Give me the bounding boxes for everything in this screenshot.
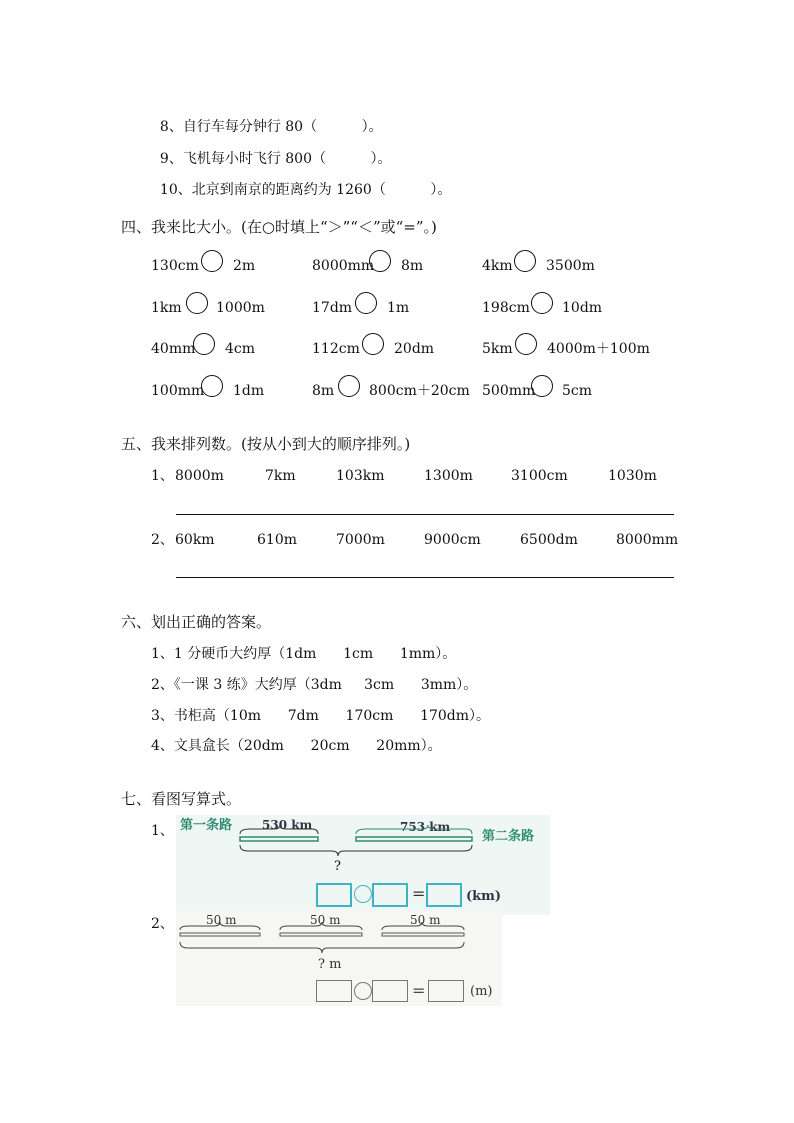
question-label: ? m <box>318 957 342 972</box>
unit-label: (km) <box>466 889 502 904</box>
cmp-right: 1000m <box>216 300 265 316</box>
sort-value: 1300m <box>424 468 473 484</box>
compare-circle[interactable] <box>186 292 208 314</box>
answer-box[interactable] <box>426 883 462 907</box>
item-10 <box>151 166 451 198</box>
figure-2 <box>176 910 502 1006</box>
choice-item-1[interactable]: 1、1 分硬币大约厚（1dm 1cm 1mm）。 <box>151 646 457 662</box>
choice-item-4[interactable]: 4、文具盒长（20dm 20cm 20mm）。 <box>151 738 442 754</box>
road1-length: 530 km <box>262 818 313 832</box>
unit-label: (m) <box>470 984 493 999</box>
cmp-left: 198cm <box>482 300 530 316</box>
cmp-right: 1dm <box>233 383 265 399</box>
road1-label: 第一条路 <box>180 818 233 833</box>
answer-line[interactable] <box>176 577 674 578</box>
sort-value: 8000m <box>175 468 224 484</box>
cmp-left: 130cm <box>151 258 199 274</box>
segment-length: 50 m <box>410 913 441 927</box>
section6-title: 六、划出正确的答案。 <box>121 613 272 631</box>
cmp-left: 5km <box>482 341 513 357</box>
cmp-left: 100mm <box>151 383 205 399</box>
sort-value: 8000mm <box>616 532 679 548</box>
figure-1 <box>176 815 550 915</box>
compare-circle[interactable] <box>193 333 215 355</box>
item-9 <box>151 135 392 167</box>
cmp-left: 17dm <box>312 300 353 316</box>
sort-value: 60km <box>175 532 215 548</box>
fig1-num: 1、 <box>151 823 174 839</box>
item-9-num: 9、 <box>159 151 183 167</box>
cmp-right: 8m <box>401 258 424 274</box>
item-8 <box>151 103 383 135</box>
cmp-right: 10dm <box>562 300 603 316</box>
answer-line[interactable] <box>176 514 674 515</box>
compare-circle[interactable] <box>201 250 223 272</box>
cmp-left: 112cm <box>312 341 360 357</box>
sort-value: 1030m <box>608 468 657 484</box>
road2-label: 第二条路 <box>482 829 535 844</box>
cmp-left: 1km <box>151 300 182 316</box>
sort-row-1-num: 1、 <box>151 468 174 484</box>
operator-circle[interactable] <box>354 982 372 1000</box>
cmp-right: 3500m <box>546 258 595 274</box>
compare-circle[interactable] <box>201 375 223 397</box>
compare-circle[interactable] <box>515 333 537 355</box>
equals-sign: = <box>412 884 426 903</box>
question-mark: ? <box>334 859 341 874</box>
compare-circle[interactable] <box>514 250 536 272</box>
section5-title: 五、我来排列数。(按从小到大的顺序排列。) <box>121 435 411 453</box>
compare-circle[interactable] <box>369 250 391 272</box>
section4-title: 四、我来比大小。(在○时填上“＞”“＜”或“=”。) <box>121 218 437 236</box>
answer-box[interactable] <box>428 980 464 1002</box>
sort-value: 3100cm <box>511 468 568 484</box>
compare-circle[interactable] <box>362 333 384 355</box>
cmp-right: 800cm＋20cm <box>369 383 470 399</box>
cmp-right: 1m <box>387 300 410 316</box>
answer-box[interactable] <box>372 883 408 907</box>
equals-sign: = <box>412 981 426 1000</box>
compare-circle[interactable] <box>531 292 553 314</box>
item-9-text: 飞机每小时飞行 800（ ）。 <box>182 151 392 167</box>
item-10-text: 北京到南京的距离约为 1260（ ）。 <box>191 182 452 198</box>
compare-circle[interactable] <box>355 292 377 314</box>
sort-value: 610m <box>257 532 297 548</box>
segment-length: 50 m <box>206 913 237 927</box>
cmp-right: 4000m＋100m <box>547 341 650 357</box>
choice-item-3[interactable]: 3、书柜高（10m 7dm 170cm 170dm）。 <box>151 708 491 724</box>
cmp-right: 20dm <box>394 341 435 357</box>
sort-value: 6500dm <box>520 532 578 548</box>
operator-circle[interactable] <box>354 885 372 903</box>
sort-row-2-num: 2、 <box>151 532 174 548</box>
cmp-right: 4cm <box>225 341 256 357</box>
fig2-num: 2、 <box>151 916 174 932</box>
cmp-right: 5cm <box>562 383 593 399</box>
answer-box[interactable] <box>316 980 352 1002</box>
sort-value: 7km <box>265 468 296 484</box>
answer-box[interactable] <box>316 883 352 907</box>
cmp-left: 8m <box>312 383 335 399</box>
compare-circle[interactable] <box>531 375 553 397</box>
cmp-left: 500mm <box>482 383 536 399</box>
section7-title: 七、看图写算式。 <box>121 790 242 808</box>
road2-length: 753 km <box>400 820 451 834</box>
cmp-left: 40mm <box>151 341 196 357</box>
sort-value: 103km <box>336 468 385 484</box>
compare-circle[interactable] <box>338 375 360 397</box>
sort-value: 9000cm <box>424 532 481 548</box>
choice-item-2[interactable]: 2、《一课 3 练》大约厚（3dm 3cm 3mm）。 <box>151 677 478 693</box>
cmp-right: 2m <box>233 258 256 274</box>
item-8-num: 8、 <box>159 119 183 135</box>
item-10-num: 10、 <box>159 182 192 198</box>
cmp-left: 8000mm <box>312 258 375 274</box>
cmp-left: 4km <box>482 258 513 274</box>
sort-value: 7000m <box>336 532 385 548</box>
item-8-text: 自行车每分钟行 80（ ）。 <box>182 119 383 135</box>
answer-box[interactable] <box>372 980 408 1002</box>
segment-length: 50 m <box>310 913 341 927</box>
